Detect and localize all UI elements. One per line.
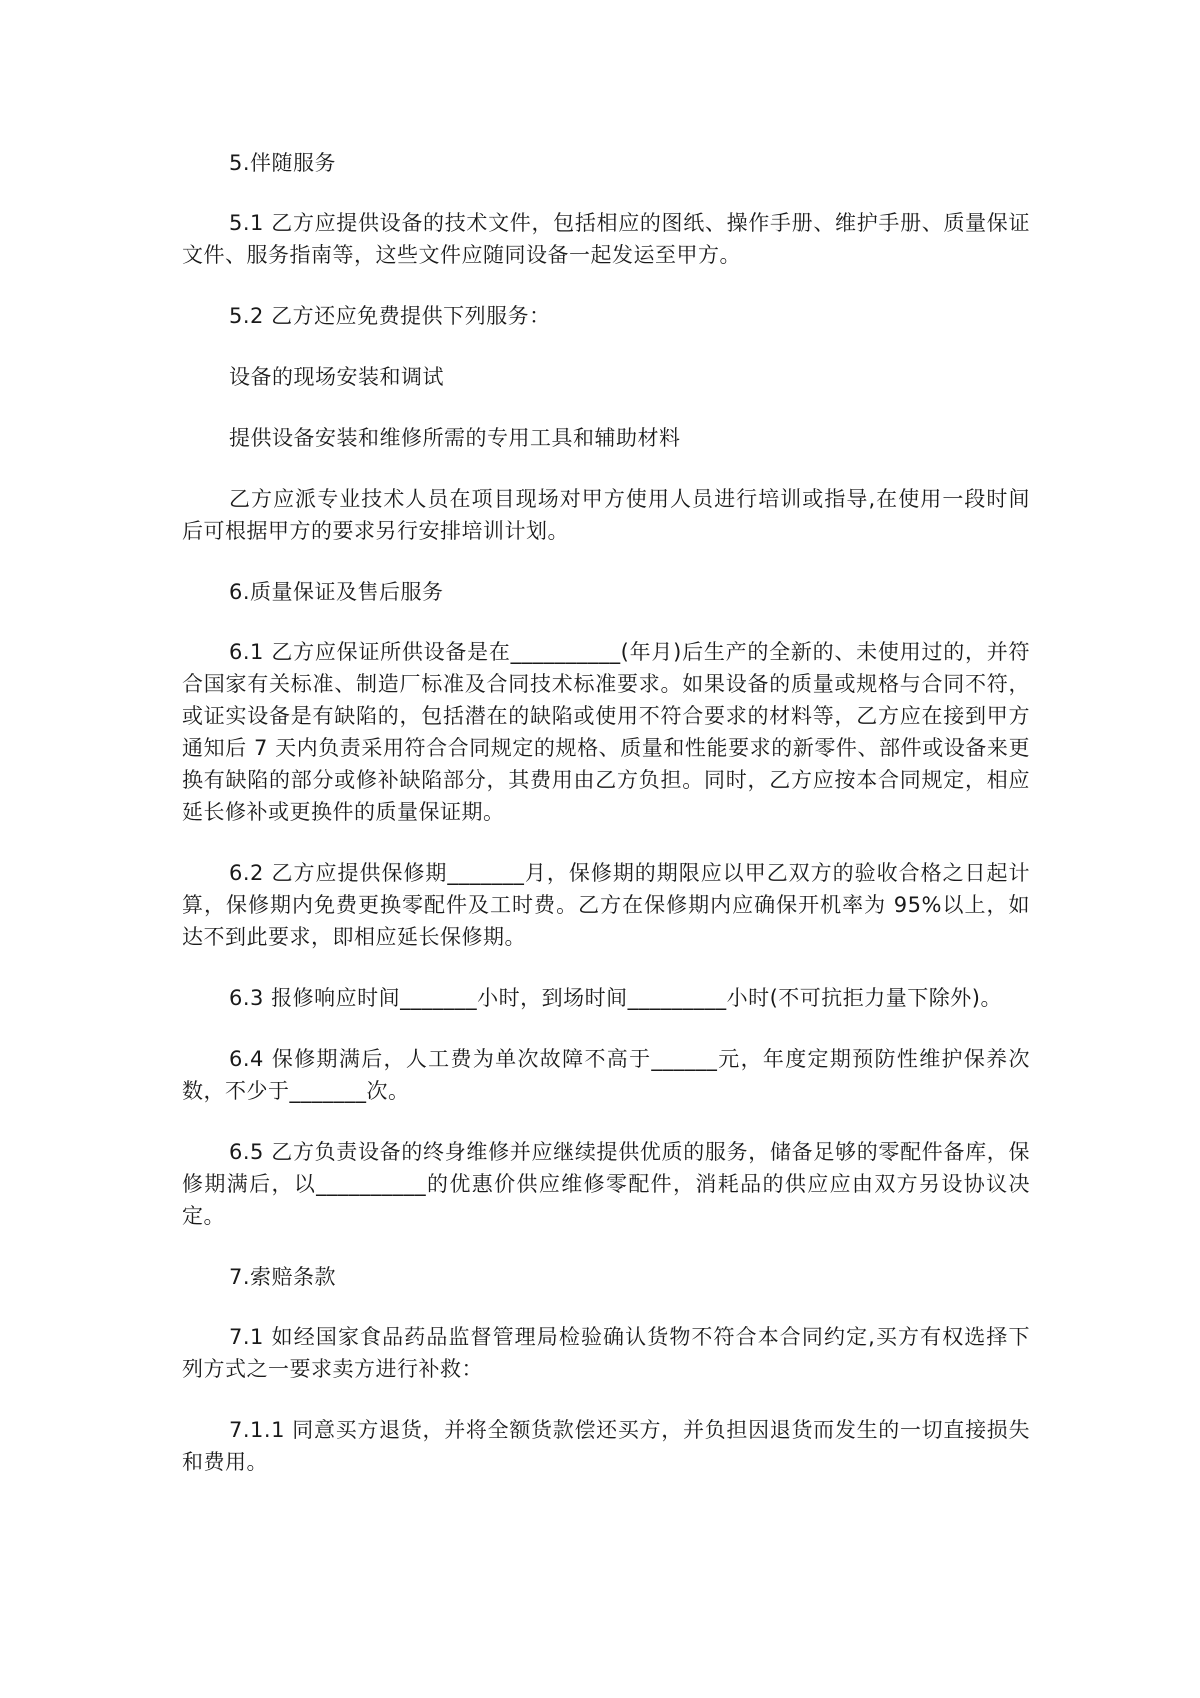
clause-7-1: 7.1 如经国家食品药品监督管理局检验确认货物不符合本合同约定,买方有权选择下列方式之一要求卖方进行补救：	[182, 1325, 1030, 1381]
clause-5-1: 5.1 乙方应提供设备的技术文件，包括相应的图纸、操作手册、维护手册、质量保证文件、服务指南等，这些文件应随同设备一起发运至甲方。	[182, 211, 1030, 267]
clause-6-1: 6.1 乙方应保证所供设备是在__________(年月)后生产的全新的、未使用过的，并符合国家有关标准、制造厂标准及合同技术标准要求。如果设备的质量或规格与合同不符，或证实设备是有缺陷的，包括潜在的缺陷或使用不符合要求的材料等，乙方应在接到甲方通知后 7 天内负责采用符合合同规定的规格、质量和性能要求的新零件、部件或设备来更换有缺陷的部分或修补缺陷部分，其费用由乙方负担。同时，乙方应按本合同规定，相应延长修补或更换件的质量保证期。	[182, 640, 1030, 824]
clause-6-3: 6.3 报修响应时间_______小时，到场时间_________小时(不可抗拒力量下除外)。	[229, 986, 1002, 1010]
document-body	[182, 147, 1030, 1507]
section-6-heading: 6.质量保证及售后服务	[229, 580, 444, 604]
section-7-heading: 7.索赔条款	[229, 1265, 337, 1289]
clause-6-5: 6.5 乙方负责设备的终身维修并应继续提供优质的服务，储备足够的零配件备库，保修期满后，以__________的优惠价供应维修零配件，消耗品的供应应由双方另设协议决定。	[182, 1140, 1030, 1228]
section-5-heading: 5.伴随服务	[229, 151, 337, 175]
service-item-tools: 提供设备安装和维修所需的专用工具和辅助材料	[229, 426, 681, 450]
clause-6-4: 6.4 保修期满后，人工费为单次故障不高于______元，年度定期预防性维护保养次数，不少于_______次。	[182, 1047, 1030, 1103]
service-item-training: 乙方应派专业技术人员在项目现场对甲方使用人员进行培训或指导,在使用一段时间后可根据甲方的要求另行安排培训计划。	[182, 487, 1030, 543]
service-item-installation: 设备的现场安装和调试	[229, 365, 444, 389]
clause-5-2: 5.2 乙方还应免费提供下列服务：	[229, 304, 551, 328]
clause-6-2: 6.2 乙方应提供保修期_______月，保修期的期限应以甲乙双方的验收合格之日起计算，保修期内免费更换零配件及工时费。乙方在保修期内应确保开机率为 95%以上，如达不到此要求，即相应延长保修期。	[182, 861, 1030, 949]
clause-7-1-1: 7.1.1 同意买方退货，并将全额货款偿还买方，并负担因退货而发生的一切直接损失和费用。	[182, 1418, 1030, 1474]
